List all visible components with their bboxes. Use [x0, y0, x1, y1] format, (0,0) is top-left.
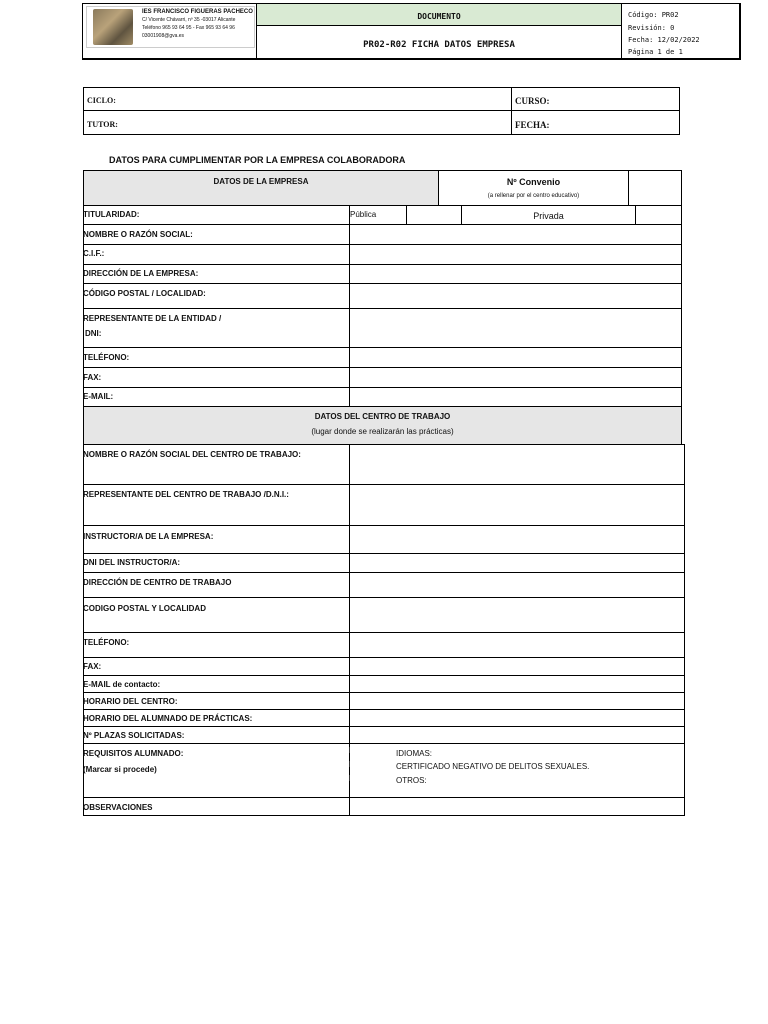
company-cp-label: CÓDIGO POSTAL / LOCALIDAD:	[83, 289, 206, 298]
work-address-label: DIRECCIÓN DE CENTRO DE TRABAJO	[83, 578, 232, 587]
requirement-checkbox[interactable]	[349, 747, 352, 753]
work-phone-field[interactable]	[351, 634, 683, 656]
representative-label: REPRESENTANTE DE LA ENTIDAD /	[83, 314, 222, 323]
tutor-label: TUTOR:	[87, 120, 118, 129]
company-name-field[interactable]	[351, 226, 680, 243]
work-phone-label: TELÉFONO:	[83, 638, 130, 647]
work-fax-field[interactable]	[351, 659, 683, 674]
requirement-option-label: IDIOMAS:	[396, 749, 433, 758]
publica-label: Pública	[350, 210, 377, 219]
requirements-label: REQUISITOS ALUMNADO:	[83, 749, 184, 758]
company-name-label: NOMBRE O RAZÓN SOCIAL:	[83, 230, 193, 239]
instructor-label: INSTRUCTOR/A DE LA EMPRESA:	[83, 532, 214, 541]
work-representative-field[interactable]	[351, 486, 683, 524]
company-header-label: DATOS DE LA EMPRESA	[213, 177, 309, 186]
representative-dni-label: DNI:	[85, 329, 102, 338]
convenio-label: Nº Convenio	[506, 177, 561, 187]
curso-field[interactable]	[552, 89, 678, 109]
work-email-field[interactable]	[351, 677, 683, 691]
privada-checkbox[interactable]	[637, 207, 681, 223]
work-email-label: E-MAIL de contacto:	[83, 680, 161, 689]
publica-checkbox[interactable]	[408, 207, 460, 223]
observations-label: OBSERVACIONES	[83, 803, 153, 812]
work-name-field[interactable]	[351, 446, 683, 483]
company-fax-label: FAX:	[83, 373, 102, 382]
school-phone: Teléfono 965 93 64 95 - Fax 965 93 64 96	[142, 25, 235, 31]
curso-label: CURSO:	[515, 96, 550, 106]
school-address: C/ Vicente Chávarri, nº 35 -03017 Alicante	[142, 17, 236, 23]
convenio-field[interactable]	[630, 172, 680, 204]
requirement-option-label: CERTIFICADO NEGATIVO DE DELITOS SEXUALES.	[396, 762, 590, 771]
requirement-option[interactable]	[349, 774, 683, 786]
ciclo-label: CICLO:	[87, 96, 116, 105]
instructor-field[interactable]	[351, 527, 683, 552]
requirement-option[interactable]	[349, 760, 683, 772]
center-hours-field[interactable]	[351, 694, 683, 708]
company-phone-field[interactable]	[351, 349, 680, 366]
doc-date: Fecha: 12/02/2022	[628, 36, 700, 44]
cif-label: C.I.F.:	[83, 249, 105, 258]
school-name: IES FRANCISCO FIGUERAS PACHECO	[142, 9, 253, 15]
work-cp-label: CODIGO POSTAL Y LOCALIDAD	[83, 604, 206, 613]
requirement-option[interactable]	[349, 747, 683, 759]
doc-revision: Revisión: 0	[628, 24, 675, 32]
work-subheader-label: (lugar donde se realizarán las prácticas)	[311, 427, 454, 436]
instructor-dni-field[interactable]	[351, 555, 683, 571]
company-address-field[interactable]	[351, 266, 680, 282]
company-cp-field[interactable]	[351, 285, 680, 307]
company-phone-label: TELÉFONO:	[83, 353, 130, 362]
student-hours-field[interactable]	[351, 711, 683, 725]
work-header-label: DATOS DEL CENTRO DE TRABAJO	[314, 412, 451, 421]
school-logo-icon	[93, 9, 133, 45]
requirements-note: (Marcar si procede)	[83, 765, 157, 774]
privada-label: Privada	[533, 211, 564, 221]
work-fax-label: FAX:	[83, 662, 102, 671]
representative-field[interactable]	[351, 310, 680, 346]
cif-field[interactable]	[351, 246, 680, 263]
observations-field[interactable]	[351, 799, 683, 814]
student-hours-label: HORARIO DEL ALUMNADO DE PRÁCTICAS:	[83, 714, 253, 723]
doc-code: Código: PR02	[628, 11, 679, 19]
fecha-label: FECHA:	[515, 120, 550, 130]
places-field[interactable]	[351, 728, 683, 742]
work-name-label: NOMBRE O RAZÓN SOCIAL DEL CENTRO DE TRABAJO:	[83, 450, 301, 459]
form-intro: DATOS PARA CUMPLIMENTAR POR LA EMPRESA COLABORADORA	[109, 155, 406, 165]
requirement-checkbox[interactable]	[349, 775, 352, 781]
company-email-label: E-MAIL:	[83, 392, 114, 401]
requirement-option-label: OTROS:	[396, 776, 427, 785]
convenio-note: (a rellenar por el centro educativo)	[487, 193, 580, 199]
fecha-field[interactable]	[552, 112, 678, 133]
doc-type-label: DOCUMENTO	[417, 12, 461, 21]
instructor-dni-label: DNI DEL INSTRUCTOR/A:	[83, 558, 181, 567]
doc-page: Página 1 de 1	[628, 48, 683, 56]
school-logo-block	[86, 6, 255, 48]
center-hours-label: HORARIO DEL CENTRO:	[83, 697, 178, 706]
company-fax-field[interactable]	[351, 369, 680, 386]
tutor-field[interactable]	[120, 112, 509, 133]
ciclo-field[interactable]	[120, 89, 509, 109]
places-label: Nº PLAZAS SOLICITADAS:	[83, 731, 185, 740]
doc-title: PR02-R02 FICHA DATOS EMPRESA	[363, 40, 515, 50]
company-address-label: DIRECCIÓN DE LA EMPRESA:	[83, 269, 199, 278]
titularidad-label: TITULARIDAD:	[83, 210, 140, 219]
requirement-checkbox[interactable]	[349, 761, 352, 767]
school-email: 03001908@gva.es	[142, 33, 185, 39]
work-representative-label: REPRESENTANTE DEL CENTRO DE TRABAJO /D.N.I.:	[83, 490, 289, 499]
work-address-field[interactable]	[351, 574, 683, 596]
work-cp-field[interactable]	[351, 599, 683, 631]
company-email-field[interactable]	[351, 389, 680, 406]
